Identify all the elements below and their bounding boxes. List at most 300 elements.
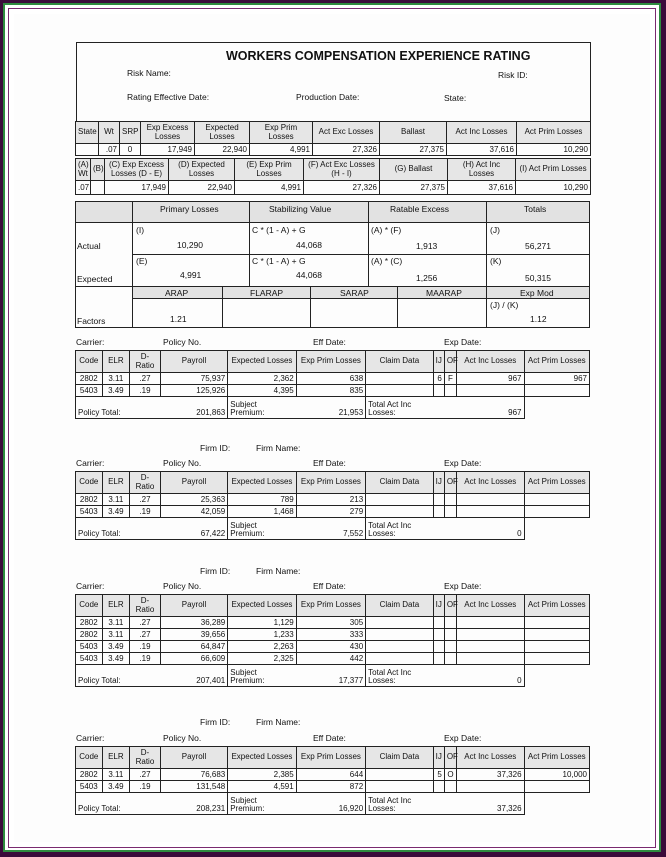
total-losses-value: 967 <box>508 408 522 417</box>
cell: 3.11 <box>102 769 130 781</box>
cell <box>444 506 456 518</box>
cell: 6 <box>433 373 444 385</box>
col-header: ELR <box>102 472 130 494</box>
total-losses-value: 0 <box>517 676 522 685</box>
carrier-label: Carrier: <box>76 581 105 591</box>
cell: 305 <box>296 617 365 629</box>
calc-code: (A) * (C) <box>371 256 403 266</box>
cell: 644 <box>296 769 365 781</box>
calc-code: (E) <box>136 256 148 266</box>
cell <box>366 653 433 665</box>
policy-table <box>75 350 590 419</box>
table-row <box>76 629 590 641</box>
premium-label: Premium: <box>230 676 265 685</box>
col-header: Act Prim Losses <box>524 595 589 617</box>
calc-value: 10,290 <box>177 240 203 250</box>
factors-label: Factors <box>77 316 106 326</box>
col-header: (D) Expected Losses <box>169 159 235 181</box>
cell <box>433 653 444 665</box>
col-header: Expected Losses <box>228 351 296 373</box>
loss-summary-row <box>76 144 591 156</box>
losses-label: Losses: <box>368 804 396 813</box>
col-header: OF <box>444 595 456 617</box>
cell: .19 <box>130 781 161 793</box>
table-row <box>76 617 590 629</box>
cell <box>457 653 524 665</box>
cell: 25,363 <box>160 494 227 506</box>
cell <box>433 494 444 506</box>
cell: 76,683 <box>160 769 227 781</box>
policy-total-label: Policy Total: <box>76 518 161 540</box>
calc-divider <box>368 201 369 287</box>
cell <box>366 629 433 641</box>
subject-premium-value: 21,953 <box>338 408 364 417</box>
cell: 279 <box>296 506 365 518</box>
cell: 4,991 <box>235 181 304 195</box>
eff-date-label: Eff Date: <box>313 733 346 743</box>
col-header: Code <box>76 595 103 617</box>
factor-header: SARAP <box>340 288 369 298</box>
payroll-total: 207,401 <box>160 665 227 687</box>
firm-id-label: Firm ID: <box>200 443 231 453</box>
col-header: D-Ratio <box>130 472 161 494</box>
cell: 36,289 <box>160 617 227 629</box>
cell <box>433 506 444 518</box>
carrier-label: Carrier: <box>76 733 105 743</box>
firm-name-label: Firm Name: <box>256 443 301 453</box>
rating-effective-date-label: Rating Effective Date: <box>127 92 210 102</box>
col-header: Code <box>76 351 103 373</box>
cell <box>457 494 524 506</box>
cell: 3.49 <box>102 781 130 793</box>
calc-divider <box>132 298 590 299</box>
cell <box>457 641 524 653</box>
col-header: (I) Act Prim Losses <box>516 159 591 181</box>
table-row <box>76 653 590 665</box>
cell: 42,059 <box>160 506 227 518</box>
cell: 37,616 <box>448 181 516 195</box>
subject-premium-cell <box>228 397 366 419</box>
col-header: OF <box>444 747 456 769</box>
cell <box>457 385 524 397</box>
calc-code: C * (1 - A) + G <box>252 256 306 266</box>
cell: 5403 <box>76 641 103 653</box>
blank-cell <box>524 665 589 687</box>
cell: 3.11 <box>102 373 130 385</box>
blank-cell <box>524 397 589 419</box>
cell: .07 <box>76 181 91 195</box>
col-header: Exp Prim Losses <box>296 351 365 373</box>
col-header: (G) Ballast <box>380 159 448 181</box>
cell: 2802 <box>76 373 103 385</box>
loss-summary-table <box>75 121 591 156</box>
exp-date-label: Exp Date: <box>444 733 482 743</box>
col-header: ELR <box>102 595 130 617</box>
calc-value: 1,256 <box>416 273 438 283</box>
calc-header: Ratable Excess <box>390 204 450 214</box>
col-header: Expected Losses <box>228 747 296 769</box>
cell: 872 <box>296 781 365 793</box>
total-losses-cell <box>366 793 524 815</box>
col-header: Code <box>76 472 103 494</box>
cell <box>524 653 589 665</box>
col-header: Claim Data <box>366 747 433 769</box>
cell <box>433 385 444 397</box>
col-header: Act Prim Losses <box>524 472 589 494</box>
cell <box>444 629 456 641</box>
col-header: Payroll <box>160 351 227 373</box>
cell: 131,548 <box>160 781 227 793</box>
policy-no-label: Policy No. <box>163 581 202 591</box>
col-header: Wt <box>99 122 120 144</box>
cell: 37,616 <box>447 144 517 156</box>
cell <box>91 181 105 195</box>
subject-premium-value: 7,552 <box>343 529 364 538</box>
premium-label: Premium: <box>230 408 265 417</box>
cell <box>433 629 444 641</box>
calc-value: 1,913 <box>416 241 438 251</box>
cell: .27 <box>130 617 161 629</box>
policy-header-row <box>76 351 590 373</box>
cell: 835 <box>296 385 365 397</box>
factor-header: Exp Mod <box>520 288 554 298</box>
subject-premium-value: 16,920 <box>338 804 364 813</box>
cell <box>444 494 456 506</box>
payroll-total: 208,231 <box>160 793 227 815</box>
factor-header: FLARAP <box>250 288 284 298</box>
cell: 638 <box>296 373 365 385</box>
subject-premium-value: 17,377 <box>338 676 364 685</box>
policy-total-label: Policy Total: <box>76 665 161 687</box>
cell <box>433 781 444 793</box>
cell <box>524 629 589 641</box>
blank-cell <box>524 518 589 540</box>
cell <box>76 144 99 156</box>
col-header: Act Inc Losses <box>447 122 517 144</box>
cell: .27 <box>130 769 161 781</box>
cell: 4,991 <box>250 144 313 156</box>
col-header: Payroll <box>160 595 227 617</box>
col-header: SRP <box>120 122 141 144</box>
col-header: Ballast <box>380 122 447 144</box>
calc-divider <box>397 286 398 328</box>
cell: 442 <box>296 653 365 665</box>
calc-code: C * (1 - A) + G <box>252 225 306 235</box>
subject-label: Subject <box>230 400 257 409</box>
cell: 37,326 <box>457 769 524 781</box>
cell: 333 <box>296 629 365 641</box>
carrier-label: Carrier: <box>76 337 105 347</box>
policy-no-label: Policy No. <box>163 337 202 347</box>
col-header: (F) Act Exc Losses (H - I) <box>304 159 380 181</box>
total-act-inc-label: Total Act Inc <box>368 521 412 530</box>
col-header: IJ <box>433 351 444 373</box>
exp-mod-value: 1.12 <box>530 314 547 324</box>
cell <box>457 617 524 629</box>
calc-header: Totals <box>524 204 547 214</box>
policy-total-row <box>76 793 590 815</box>
col-header: Code <box>76 747 103 769</box>
cell: .19 <box>130 653 161 665</box>
lettered-loss-table <box>75 158 591 195</box>
firm-name-label: Firm Name: <box>256 566 301 576</box>
policy-no-label: Policy No. <box>163 733 202 743</box>
col-header: Act Inc Losses <box>457 747 524 769</box>
cell: 2802 <box>76 617 103 629</box>
cell: 39,656 <box>160 629 227 641</box>
cell: .19 <box>130 641 161 653</box>
cell: 64,847 <box>160 641 227 653</box>
table-row <box>76 769 590 781</box>
cell: .07 <box>99 144 120 156</box>
col-header: OF <box>444 351 456 373</box>
col-header: Exp Prim Losses <box>296 747 365 769</box>
col-header: Claim Data <box>366 351 433 373</box>
subject-premium-cell <box>228 665 366 687</box>
col-header: D-Ratio <box>130 747 161 769</box>
cell <box>524 641 589 653</box>
cell <box>457 781 524 793</box>
table-row <box>76 506 590 518</box>
table-row <box>76 385 590 397</box>
cell: 789 <box>228 494 296 506</box>
cell: 3.49 <box>102 653 130 665</box>
cell <box>366 617 433 629</box>
col-header: OF <box>444 472 456 494</box>
cell <box>433 641 444 653</box>
cell: 1,129 <box>228 617 296 629</box>
cell: 75,937 <box>160 373 227 385</box>
cell <box>366 781 433 793</box>
cell: 125,926 <box>160 385 227 397</box>
col-header: (E) Exp Prim Losses <box>235 159 304 181</box>
cell: 5403 <box>76 385 103 397</box>
eff-date-label: Eff Date: <box>313 581 346 591</box>
exp-date-label: Exp Date: <box>444 581 482 591</box>
total-losses-value: 0 <box>517 529 522 538</box>
cell: F <box>444 373 456 385</box>
policy-total-row <box>76 518 590 540</box>
cell: O <box>444 769 456 781</box>
col-header: Act Inc Losses <box>457 351 524 373</box>
calc-header-band <box>76 202 589 222</box>
col-header: Expected Losses <box>195 122 250 144</box>
arap-value: 1.21 <box>170 314 187 324</box>
calc-divider <box>132 201 133 328</box>
cell <box>524 781 589 793</box>
cell: 5403 <box>76 506 103 518</box>
cell: 2802 <box>76 494 103 506</box>
cell <box>457 629 524 641</box>
firm-name-label: Firm Name: <box>256 717 301 727</box>
col-header: Act Prim Losses <box>524 351 589 373</box>
expected-label: Expected <box>77 274 113 284</box>
table-row <box>76 641 590 653</box>
calc-code: (K) <box>490 256 502 266</box>
col-header: Act Prim Losses <box>524 747 589 769</box>
losses-label: Losses: <box>368 529 396 538</box>
col-header: Exp Prim Losses <box>296 595 365 617</box>
col-header: ELR <box>102 747 130 769</box>
cell <box>366 506 433 518</box>
exp-date-label: Exp Date: <box>444 337 482 347</box>
cell <box>366 373 433 385</box>
col-header: IJ <box>433 472 444 494</box>
cell <box>444 781 456 793</box>
payroll-total: 67,422 <box>160 518 227 540</box>
cell: 1,468 <box>228 506 296 518</box>
page-title: WORKERS COMPENSATION EXPERIENCE RATING <box>226 49 531 63</box>
subject-label: Subject <box>230 796 257 805</box>
exp-date-label: Exp Date: <box>444 458 482 468</box>
cell <box>366 641 433 653</box>
firm-id-label: Firm ID: <box>200 566 231 576</box>
calc-code: (A) * (F) <box>371 225 402 235</box>
total-losses-cell <box>366 518 524 540</box>
policy-header-row <box>76 747 590 769</box>
lettered-loss-row <box>76 181 591 195</box>
policy-total-row <box>76 665 590 687</box>
cell: 10,290 <box>516 181 591 195</box>
cell: 4,591 <box>228 781 296 793</box>
cell: .27 <box>130 494 161 506</box>
cell <box>524 617 589 629</box>
subject-label: Subject <box>230 668 257 677</box>
col-header: D-Ratio <box>130 595 161 617</box>
payroll-total: 201,863 <box>160 397 227 419</box>
cell: 5403 <box>76 781 103 793</box>
policy-table <box>75 471 590 540</box>
cell <box>366 769 433 781</box>
cell: 5403 <box>76 653 103 665</box>
cell: 3.49 <box>102 385 130 397</box>
cell: 27,326 <box>304 181 380 195</box>
subject-premium-cell <box>228 793 366 815</box>
col-header: Act Inc Losses <box>457 595 524 617</box>
cell: 10,290 <box>517 144 591 156</box>
cell: 430 <box>296 641 365 653</box>
col-header: Exp Excess Losses <box>141 122 195 144</box>
cell <box>444 385 456 397</box>
firm-id-label: Firm ID: <box>200 717 231 727</box>
cell <box>444 617 456 629</box>
cell: 3.49 <box>102 641 130 653</box>
policy-total-label: Policy Total: <box>76 397 161 419</box>
calc-value: 56,271 <box>525 241 551 251</box>
calc-value: 50,315 <box>525 273 551 283</box>
policy-total-row <box>76 397 590 419</box>
cell <box>366 494 433 506</box>
losses-label: Losses: <box>368 676 396 685</box>
cell: 22,940 <box>169 181 235 195</box>
cell: 2802 <box>76 769 103 781</box>
lettered-loss-header-row <box>76 159 591 181</box>
policy-table <box>75 746 590 815</box>
cell: 2,385 <box>228 769 296 781</box>
calc-value: 4,991 <box>180 270 202 280</box>
calc-divider <box>75 222 590 223</box>
blank-cell <box>524 793 589 815</box>
carrier-label: Carrier: <box>76 458 105 468</box>
cell: 2,263 <box>228 641 296 653</box>
cell: 3.49 <box>102 506 130 518</box>
col-header: Expected Losses <box>228 472 296 494</box>
col-header: Expected Losses <box>228 595 296 617</box>
col-header: Exp Prim Losses <box>250 122 313 144</box>
col-header: State <box>76 122 99 144</box>
cell: 10,000 <box>524 769 589 781</box>
cell: .27 <box>130 373 161 385</box>
calc-header: Stabilizing Value <box>269 204 332 214</box>
col-header: Act Exc Losses <box>313 122 380 144</box>
calc-divider <box>249 201 250 287</box>
cell: 2802 <box>76 629 103 641</box>
table-row <box>76 494 590 506</box>
calc-divider <box>486 201 487 328</box>
premium-label: Premium: <box>230 804 265 813</box>
eff-date-label: Eff Date: <box>313 337 346 347</box>
col-header: IJ <box>433 595 444 617</box>
cell <box>433 617 444 629</box>
col-header: Act Inc Losses <box>457 472 524 494</box>
col-header: (H) Act Inc Losses <box>448 159 516 181</box>
cell <box>524 385 589 397</box>
total-act-inc-label: Total Act Inc <box>368 668 412 677</box>
production-date-label: Production Date: <box>296 92 360 102</box>
total-act-inc-label: Total Act Inc <box>368 796 412 805</box>
eff-date-label: Eff Date: <box>313 458 346 468</box>
risk-name-label: Risk Name: <box>127 68 171 78</box>
losses-label: Losses: <box>368 408 396 417</box>
col-header: Payroll <box>160 747 227 769</box>
col-header: D-Ratio <box>130 351 161 373</box>
risk-id-label: Risk ID: <box>498 70 528 80</box>
cell: .27 <box>130 629 161 641</box>
col-header: Claim Data <box>366 595 433 617</box>
calc-code: (J) <box>490 225 500 235</box>
col-header: Act Prim Losses <box>517 122 591 144</box>
col-header: Exp Prim Losses <box>296 472 365 494</box>
exp-mod-formula: (J) / (K) <box>490 300 519 310</box>
cell: 27,375 <box>380 181 448 195</box>
cell: 5 <box>433 769 444 781</box>
col-header: IJ <box>433 747 444 769</box>
policy-table <box>75 594 590 687</box>
subject-premium-cell <box>228 518 366 540</box>
cell <box>524 506 589 518</box>
subject-label: Subject <box>230 521 257 530</box>
cell: 27,375 <box>380 144 447 156</box>
total-losses-value: 37,326 <box>497 804 522 813</box>
premium-label: Premium: <box>230 529 265 538</box>
cell <box>444 641 456 653</box>
policy-header-row <box>76 595 590 617</box>
cell: 2,362 <box>228 373 296 385</box>
table-row <box>76 781 590 793</box>
cell: 27,326 <box>313 144 380 156</box>
cell: .19 <box>130 385 161 397</box>
cell: 2,325 <box>228 653 296 665</box>
cell <box>524 494 589 506</box>
cell: 213 <box>296 494 365 506</box>
calc-divider <box>222 286 223 328</box>
cell: 66,609 <box>160 653 227 665</box>
total-losses-cell <box>366 397 524 419</box>
calc-divider <box>310 286 311 328</box>
cell: 967 <box>457 373 524 385</box>
total-act-inc-label: Total Act Inc <box>368 400 412 409</box>
cell <box>366 385 433 397</box>
